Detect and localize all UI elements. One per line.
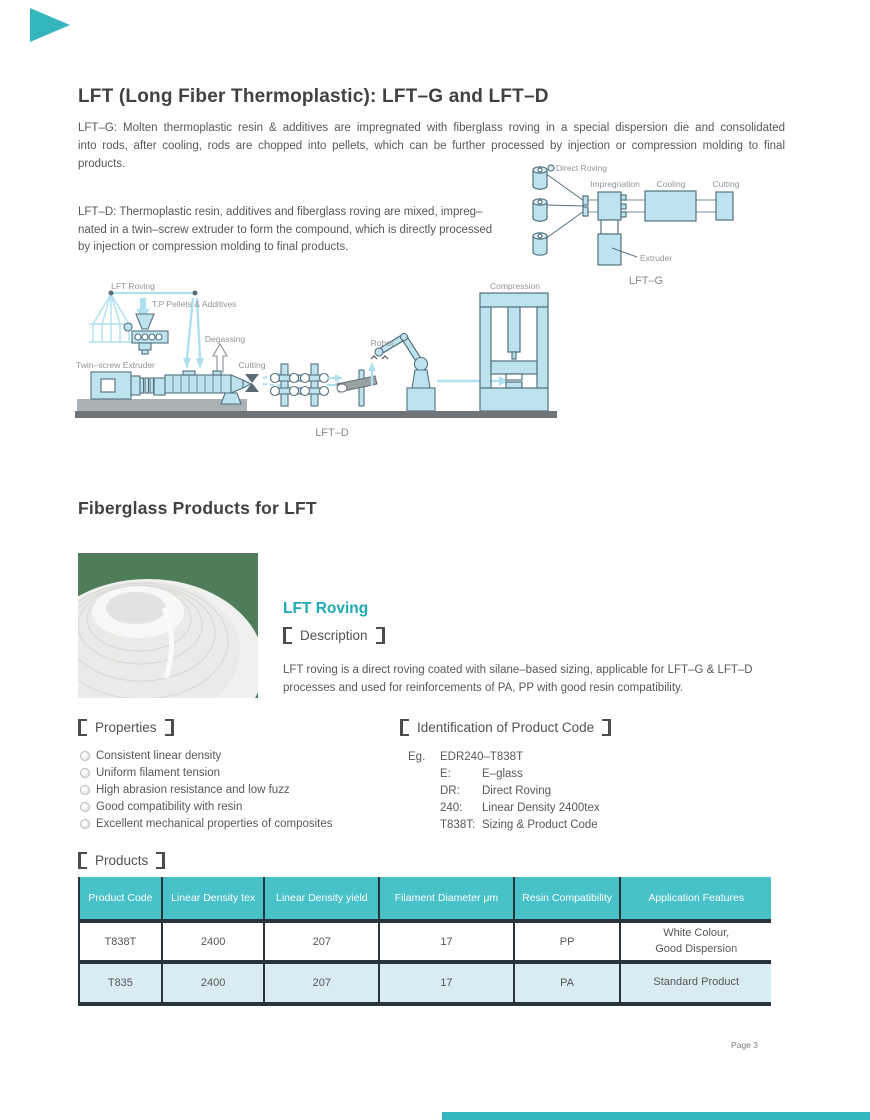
code-part-row: [408, 816, 600, 833]
roving-node: [193, 291, 198, 296]
cell-filament-diameter: 17: [380, 964, 515, 1004]
code-part-value: Sizing & Product Code: [482, 818, 598, 831]
cooling-cutting-units: [645, 191, 733, 221]
description-line: processes and used for reinforcements of PA, PP with good resin compatibility.: [283, 682, 684, 694]
section-heading: Fiberglass Products for LFT: [78, 498, 317, 518]
example-code-row: [408, 748, 600, 765]
cell-linear-density-tex: 2400: [163, 964, 266, 1004]
page-title: LFT (Long Fiber Thermoplastic): LFT–G and LFT–D: [78, 86, 549, 107]
page-number: Page 3: [731, 1040, 758, 1050]
roving-feed-lines: [545, 173, 584, 239]
transfer-arrowhead: [335, 374, 343, 382]
bullet-ring-icon: [80, 802, 90, 812]
cell-resin-compatibility: PP: [515, 923, 622, 962]
tp-pellets-label: T.P Pellets & Additives: [152, 299, 237, 309]
property-text: Good compatibility with resin: [96, 800, 243, 813]
degassing-arrow: [213, 344, 227, 372]
property-item: [80, 815, 333, 832]
bottom-accent-bar: [442, 1112, 870, 1120]
code-part-key: T838T:: [440, 818, 476, 831]
property-item: [80, 747, 333, 764]
cutting-label: Cutting: [712, 179, 740, 189]
products-table: [78, 877, 771, 1006]
right-bracket: [156, 852, 165, 869]
cell-product-code: T835: [80, 964, 163, 1004]
properties-label: [78, 719, 174, 736]
cooling-label: Cooling: [656, 179, 686, 189]
lftg-line: into rods, after cooling, rods are chopped into pellets, which can be further processed by injection or compression molding to final: [78, 140, 785, 152]
impregnation-unit: [583, 192, 626, 265]
lftd-line: LFT–D: Thermoplastic resin, additives and fiberglass roving are mixed, impreg–: [78, 206, 483, 218]
bullet-ring-icon: [80, 785, 90, 795]
column-header: Application Features: [621, 877, 771, 921]
column-header: Linear Density yield: [265, 877, 380, 921]
eg-label: Eg.: [408, 750, 426, 763]
code-part-row: [408, 799, 600, 816]
cell-product-code: T838T: [80, 923, 163, 962]
code-part-value: Direct Roving: [482, 784, 552, 797]
cell-linear-density-yield: 207: [265, 923, 380, 962]
extruder-label: Extruder: [640, 253, 673, 263]
description-label: [283, 627, 385, 644]
cell-resin-compatibility: PA: [515, 964, 622, 1004]
property-item: [80, 798, 333, 815]
left-bracket: [78, 852, 87, 869]
lftd-line: nated in a twin–screw extruder to form the compound, which is directly processed: [78, 223, 493, 236]
column-header: Resin Compatibility: [515, 877, 622, 921]
machine-platform: [77, 399, 247, 411]
lftd-paragraph: [78, 204, 508, 257]
cell-linear-density-yield: 207: [265, 964, 380, 1004]
products-label: [78, 852, 165, 869]
roving-node: [109, 291, 114, 296]
identification-label: [400, 719, 611, 736]
left-bracket: [78, 719, 87, 736]
properties-label-text: Properties: [95, 720, 157, 735]
lftg-caption: LFT–G: [628, 275, 664, 287]
product-name: LFT Roving: [283, 600, 369, 617]
right-bracket: [376, 627, 385, 644]
code-part-row: [408, 765, 600, 782]
corner-accent-triangle: [30, 8, 70, 42]
lftg-line: products.: [78, 158, 126, 170]
lftd-process-diagram: [75, 278, 570, 448]
identification-block: [408, 748, 600, 833]
ground-line: [75, 411, 557, 418]
cell-filament-diameter: 17: [380, 923, 515, 962]
twin-screw-label: Twin–screw Extruder: [76, 360, 155, 370]
property-item: [80, 764, 333, 781]
degassing-label: Degassing: [204, 334, 246, 344]
bullet-ring-icon: [80, 819, 90, 829]
products-label-text: Products: [95, 853, 149, 868]
pellet-feeder: [124, 314, 168, 354]
identification-label-text: Identification of Product Code: [417, 720, 595, 735]
direct-roving-label: Direct Roving: [556, 163, 608, 173]
description-label-text: Description: [300, 628, 368, 643]
cell-application-features: [621, 923, 771, 962]
product-description: [283, 661, 798, 697]
right-bracket: [165, 719, 174, 736]
code-part-row: [408, 782, 600, 799]
roving-cylinders: [533, 165, 554, 255]
table-header-row: [78, 877, 771, 923]
cell-linear-density-tex: 2400: [163, 923, 266, 962]
feature-line: Good Dispersion: [655, 942, 738, 955]
robot-label: Robot: [370, 338, 394, 348]
lftg-process-diagram: [520, 160, 870, 300]
left-bracket: [283, 627, 292, 644]
property-text: High abrasion resistance and low fuzz: [96, 783, 290, 796]
description-line: LFT roving is a direct roving coated with silane–based sizing, applicable for LFT–G & LFT–D: [283, 664, 753, 676]
table-row: [78, 964, 771, 1006]
property-text: Consistent linear density: [96, 749, 222, 762]
lft-roving-label: LFT Roving: [111, 281, 155, 291]
column-header: Linear Density tex: [163, 877, 266, 921]
lftd-caption: LFT–D: [315, 427, 349, 439]
compression-press: [480, 293, 548, 411]
code-part-value: E–glass: [482, 767, 523, 780]
example-product-code: EDR240–T838T: [440, 750, 524, 763]
table-row: [78, 923, 771, 964]
cell-application-features: [621, 964, 771, 1004]
code-part-key: E:: [440, 767, 451, 780]
property-text: Excellent mechanical properties of composites: [96, 817, 333, 830]
lftg-line: LFT–G: Molten thermoplastic resin & additives are impregnated with fiberglass roving in a special dispersion die and consolidated: [78, 122, 785, 134]
feature-line: White Colour,: [663, 927, 730, 939]
code-part-key: 240:: [440, 801, 463, 814]
roving-product-photo: [78, 553, 258, 698]
column-header: Product Code: [80, 877, 163, 921]
property-item: [80, 781, 333, 798]
impregnation-label: Impregnation: [590, 179, 640, 189]
code-part-key: DR:: [440, 784, 460, 797]
bullet-ring-icon: [80, 751, 90, 761]
feature-line: Standard Product: [653, 976, 740, 989]
right-bracket: [602, 719, 611, 736]
bullet-ring-icon: [80, 768, 90, 778]
lift-arrowhead: [368, 362, 376, 371]
left-bracket: [400, 719, 409, 736]
cutting-label: Cutting: [238, 360, 266, 370]
column-header: Filament Diameter μm: [380, 877, 515, 921]
properties-list: [80, 747, 333, 832]
code-part-value: Linear Density 2400tex: [482, 801, 600, 814]
compression-label: Compression: [489, 281, 541, 291]
property-text: Uniform filament tension: [96, 766, 220, 779]
lftd-line: by injection or compression molding to final products.: [78, 241, 349, 253]
